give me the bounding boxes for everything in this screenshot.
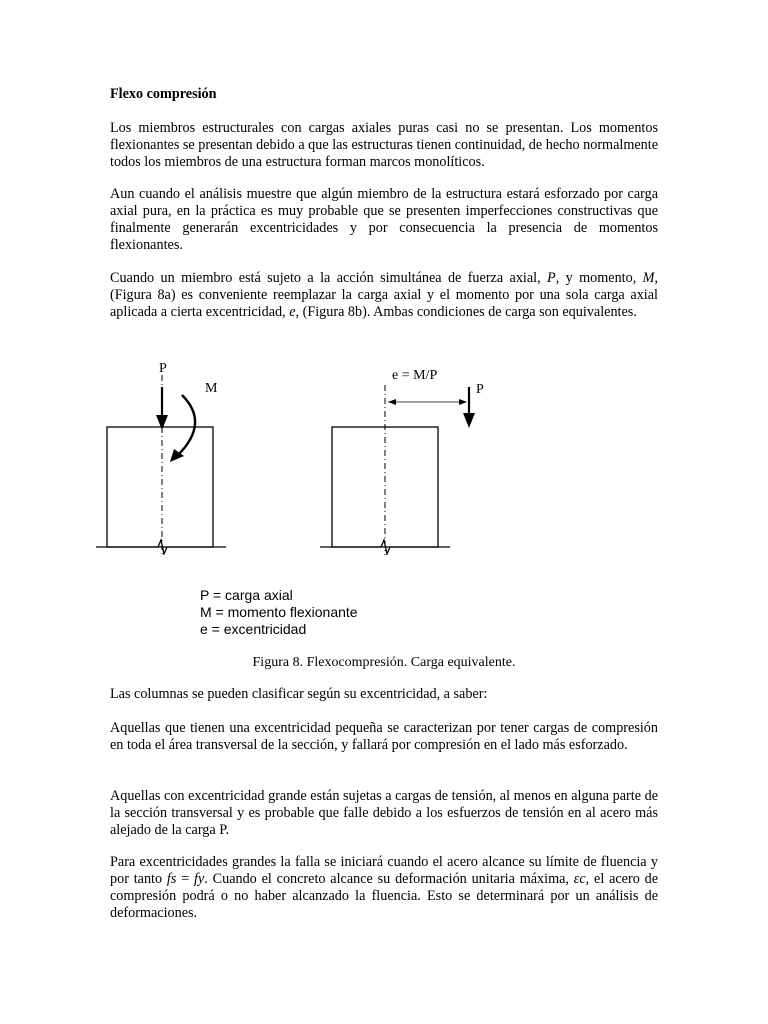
symbol-fy: fy (194, 871, 205, 887)
legend-eccentricity: e = excentricidad (200, 621, 307, 637)
paragraph-2: Aun cuando el análisis muestre que algún miembro de la estructura estará esforzado por carga axial pura, en la práctica es muy probable que se presenten imperfecciones constructivas que finalmente generarán excentricidades y por consecuencia la presencia de momentos flexionantes. (110, 186, 658, 253)
column-a (96, 361, 226, 555)
moment-arrow (178, 395, 195, 455)
symbol-fs: fs (166, 871, 177, 887)
section-title: Flexo compresión (110, 86, 217, 102)
paragraph-1: Los miembros estructurales con cargas axiales puras casi no se presentan. Los momentos flexionantes se presentan debido a que las estructuras tienen continuidad, de hecho normalmente todos los miembros de una estructura forman marcos monolíticos. (110, 120, 658, 170)
figure-legend (200, 587, 358, 638)
paragraph-3: Cuando un miembro está sujeto a la acción simultánea de fuerza axial, P, y momento, M, (Figura 8a) es conveniente reemplazar la carga axial y el momento por una sola carga axial aplicada a cierta excentricidad, e, (Figura 8b). Ambas condiciones de carga son equivalentes. (110, 270, 659, 320)
label-p-left: P (159, 361, 167, 376)
paragraph-6: Aquellas con excentricidad grande están sujetas a cargas de tensión, al menos en alguna parte de la sección transversal y es probable que falle debido a los esfuerzos de tensión en al acero más alejado de la carga P. (110, 788, 658, 838)
label-e: e = M/P (392, 368, 438, 383)
figure-8-diagram (70, 355, 490, 555)
symbol-e: e (289, 304, 296, 320)
paragraph-7: Para excentricidades grandes la falla se iniciará cuando el acero alcance su límite de fluencia y por tanto fs = fy. Cuando el concreto alcance su deformación unitaria máxima, εc, el acero de compresión podrá o no haber alcanzado la fluencia. Esto se determinará por un análisis de deformaciones. (110, 854, 659, 921)
label-p-right: P (476, 382, 484, 397)
figure-caption: Figura 8. Flexocompresión. Carga equivalente. (252, 655, 516, 670)
legend-axial-load: P = carga axial (200, 587, 293, 603)
symbol-m: M (642, 270, 655, 286)
symbol-p: P (547, 270, 556, 286)
paragraph-4: Las columnas se pueden clasificar según su excentricidad, a saber: (110, 686, 488, 702)
symbol-epsilon-c: εc (573, 871, 586, 887)
legend-moment: M = momento flexionante (200, 604, 358, 620)
column-b (320, 368, 484, 555)
paragraph-5: Aquellas que tienen una excentricidad pequeña se caracterizan por tener cargas de compresión en toda el área transversal de la sección, y fallará por compresión en el lado más esforzado. (110, 720, 658, 753)
label-m: M (205, 381, 218, 396)
